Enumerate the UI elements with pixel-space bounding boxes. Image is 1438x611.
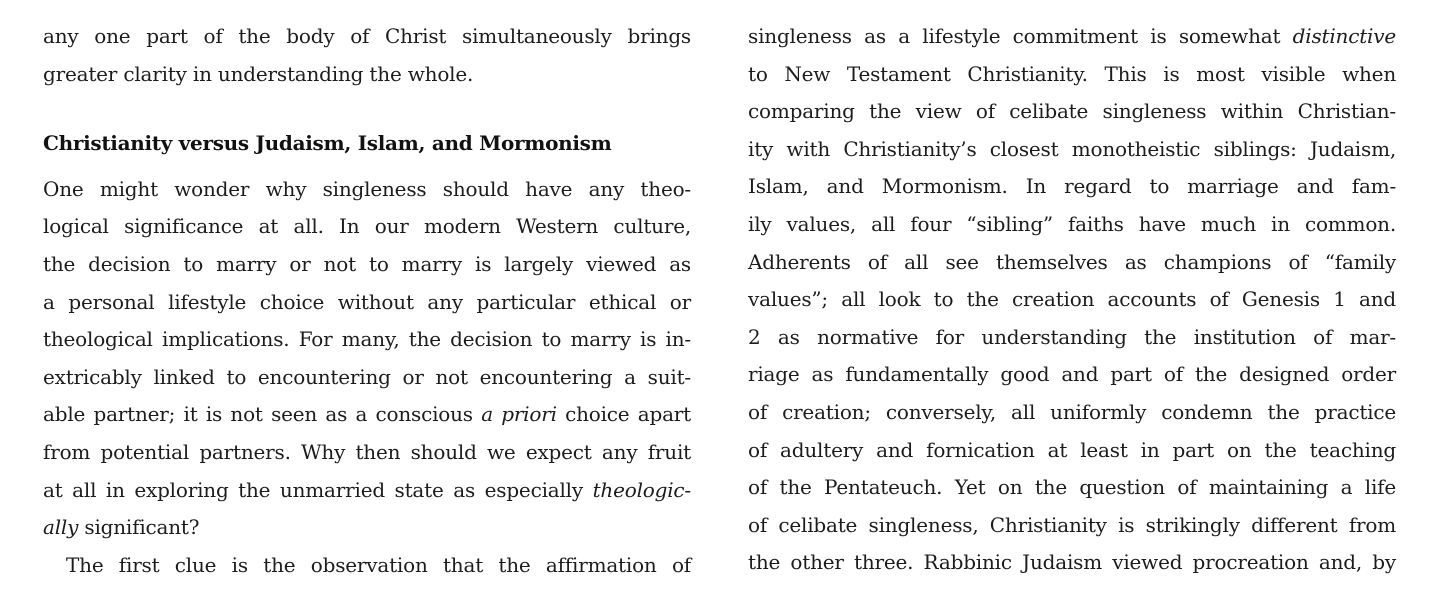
text-line: of adultery and fornication at least in part on the teaching	[748, 437, 1396, 462]
text-line: The first clue is the observation that the affirmation of	[66, 552, 691, 577]
text-line: greater clarity in understanding the whole.	[43, 61, 474, 86]
text-line: One might wonder why singleness should have any theo-	[43, 176, 691, 201]
text-line: of creation; conversely, all uniformly condemn the practice	[748, 399, 1396, 424]
text-line: any one part of the body of Christ simultaneously brings	[43, 24, 691, 48]
text-line: ily values, all four “sibling” faiths have much in common.	[748, 211, 1396, 236]
text-line: a personal lifestyle choice without any particular ethical or	[43, 289, 691, 314]
section-gap	[43, 93, 691, 125]
text-line: of celibate singleness, Christianity is strikingly different from	[748, 512, 1396, 537]
text-line	[43, 509, 691, 547]
italic-text: distinctive	[1292, 24, 1396, 48]
text-line: ity with Christianity’s closest monotheistic siblings: Judaism,	[748, 136, 1396, 161]
paragraph-singleness-significance	[43, 171, 691, 547]
right-column	[748, 18, 1396, 582]
text-run: singleness as a lifestyle commitment is somewhat	[748, 24, 1293, 48]
italic-text: a priori	[481, 402, 557, 427]
text-run: choice apart	[556, 402, 691, 427]
text-line: the decision to marry or not to marry is largely viewed as	[43, 251, 691, 276]
paragraph-intro	[43, 18, 691, 93]
text-line: the other three. Rabbinic Judaism viewed procreation and, by	[748, 550, 1396, 575]
text-line	[748, 18, 1396, 56]
italic-text: ally	[43, 515, 79, 540]
text-line: values”; all look to the creation accounts of Genesis 1 and	[748, 287, 1396, 312]
text-run: significant?	[78, 515, 200, 540]
left-column	[43, 18, 691, 584]
paragraph-continued	[748, 18, 1396, 582]
text-line	[43, 472, 691, 510]
text-line: from potential partners. Why then should we expect any fruit	[43, 439, 691, 464]
text-run: able partner; it is not seen as a conscious	[43, 402, 482, 427]
text-line: to New Testament Christianity. This is most visible when	[748, 61, 1396, 86]
section-heading: Christianity versus Judaism, Islam, and Mormonism	[43, 131, 612, 156]
text-line	[43, 396, 691, 434]
text-line: extricably linked to encountering or not encountering a suit-	[43, 364, 691, 389]
text-line: comparing the view of celibate singleness within Christian-	[748, 99, 1396, 124]
text-run: at all in exploring the unmarried state as especially	[43, 477, 593, 502]
text-line: logical significance at all. In our modern Western culture,	[43, 214, 691, 239]
text-line: riage as fundamentally good and part of the designed order	[748, 362, 1396, 387]
text-line: Adherents of all see themselves as champions of “family	[748, 249, 1396, 274]
text-line: Islam, and Mormonism. In regard to marriage and fam-	[748, 174, 1396, 199]
text-line: theological implications. For many, the decision to marry is in-	[43, 327, 691, 352]
paragraph-first-clue	[43, 547, 691, 585]
italic-text: theologic-	[592, 477, 691, 502]
text-line: of the Pentateuch. Yet on the question of maintaining a life	[748, 475, 1396, 500]
text-line: 2 as normative for understanding the institution of mar-	[748, 324, 1396, 349]
